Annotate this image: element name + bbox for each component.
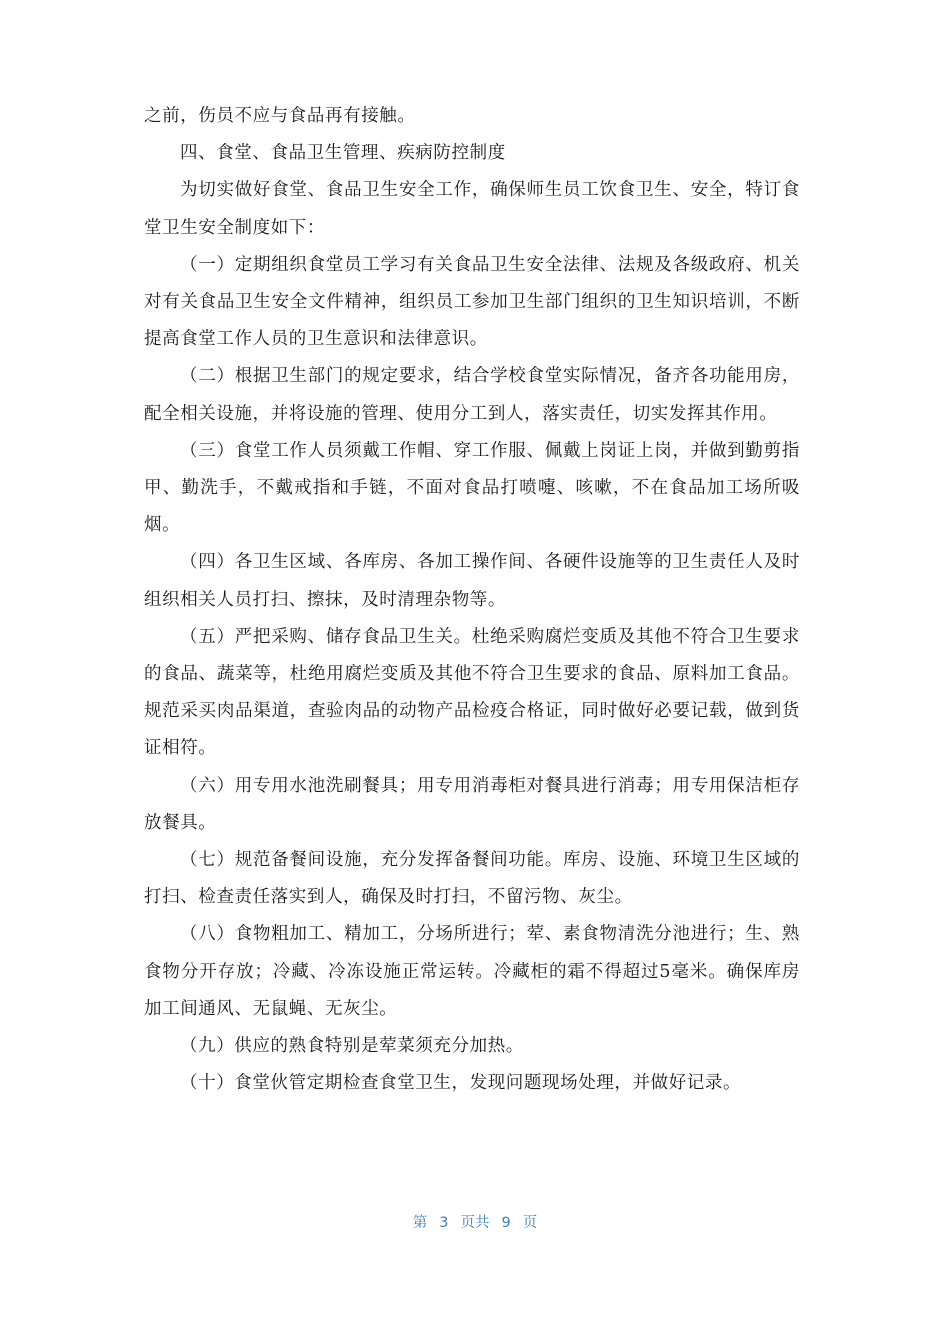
rule-item-6: （六）用专用水池洗刷餐具；用专用消毒柜对餐具进行消毒；用专用保洁柜存放餐具。 (144, 775, 800, 833)
document-body (144, 98, 800, 1102)
paragraph-continuation: 之前，伤员不应与食品再有接触。 (144, 106, 416, 126)
current-page-number: 3 (439, 1215, 449, 1231)
rule-item-2: （二）根据卫生部门的规定要求，结合学校食堂实际情况，备齐各功能用房，配全相关设施，并将设施的管理、使用分工到人，落实责任，切实发挥其作用。 (144, 366, 800, 424)
rule-item-3: （三）食堂工作人员须戴工作帽、穿工作服、佩戴上岗证上岗，并做到勤剪指甲、勤洗手，不戴戒指和手链，不面对食品打喷嚏、咳嗽，不在食品加工场所吸烟。 (144, 440, 800, 536)
page-footer (0, 1211, 950, 1232)
rule-item-10: （十）食堂伙管定期检查食堂卫生，发现问题现场处理，并做好记录。 (180, 1073, 742, 1094)
page-label-suffix: 页 (522, 1215, 538, 1231)
rule-item-4: （四）各卫生区域、各库房、各加工操作间、各硬件设施等的卫生责任人及时组织相关人员打扫、擦抹，及时清理杂物等。 (144, 552, 800, 610)
rule-item-7: （七）规范备餐间设施，充分发挥备餐间功能。库房、设施、环境卫生区域的打扫、检查责任落实到人，确保及时打扫，不留污物、灰尘。 (144, 850, 800, 908)
total-pages-number: 9 (501, 1215, 511, 1231)
page-label-prefix: 第 (412, 1215, 428, 1231)
rule-item-5: （五）严把采购、储存食品卫生关。杜绝采购腐烂变质及其他不符合卫生要求的食品、蔬菜等，杜绝用腐烂变质及其他不符合卫生要求的食品、原料加工食品。规范采买肉品渠道，查验肉品的动物产品检疫合格证，同时做好必要记载，做到货证相符。 (144, 626, 800, 759)
page-label-mid: 页共 (460, 1215, 490, 1231)
paragraph-intro: 为切实做好食堂、食品卫生安全工作，确保师生员工饮食卫生、安全，特订食堂卫生安全制度如下： (144, 180, 800, 238)
rule-item-9: （九）供应的熟食特别是荤菜须充分加热。 (180, 1036, 524, 1057)
rule-item-1: （一）定期组织食堂员工学习有关食品卫生安全法律、法规及各级政府、机关对有关食品卫生安全文件精神，组织员工参加卫生部门组织的卫生知识培训，不断提高食堂工作人员的卫生意识和法律意识。 (144, 254, 800, 350)
rule-item-8: （八）食物粗加工、精加工，分场所进行；荤、素食物清洗分池进行；生、熟食物分开存放；冷藏、冷冻设施正常运转。冷藏柜的霜不得超过5毫米。确保库房加工间通风、无鼠蝇、无灰尘。 (144, 924, 800, 1019)
section-heading: 四、食堂、食品卫生管理、疾病防控制度 (180, 143, 506, 164)
